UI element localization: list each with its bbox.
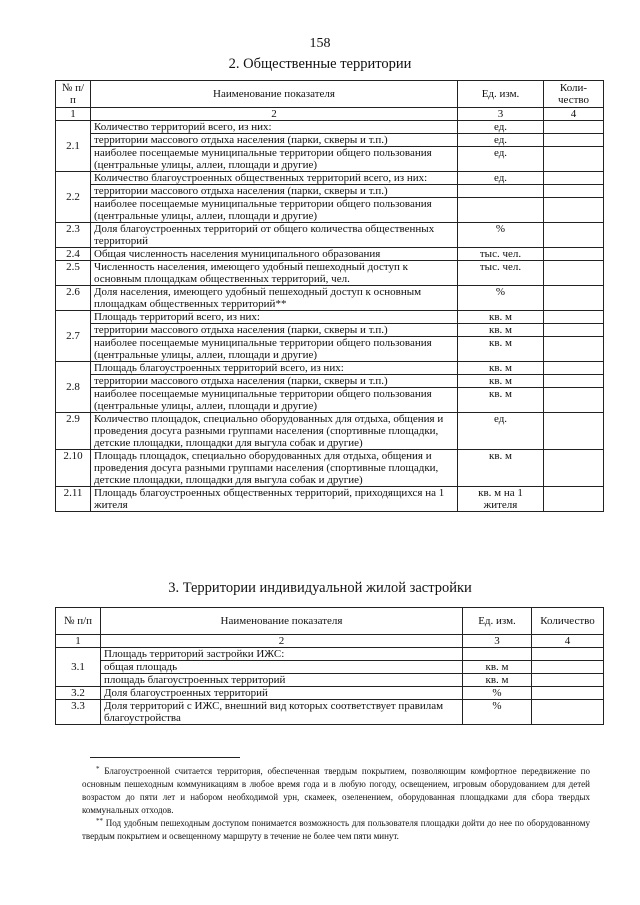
unit-cell: ед.: [458, 413, 544, 450]
indicator-name: Доля благоустроенных территорий от общего количества общественных территорий: [91, 223, 458, 248]
row-number: 2.2: [56, 172, 91, 223]
header-name: Наименование показателя: [101, 608, 463, 635]
section-3-title: 3. Территории индивидуальной жилой застройки: [168, 580, 472, 596]
table-row: [56, 147, 604, 172]
header-number: № п/п: [56, 608, 101, 635]
row-number: 3.1: [56, 648, 101, 687]
quantity-cell: [544, 172, 604, 185]
table-row: [56, 324, 604, 337]
footnote-separator: [90, 757, 240, 758]
table-row: [56, 337, 604, 362]
unit-cell: кв. м: [463, 661, 532, 674]
indicator-name: наиболее посещаемые муниципальные территории общего пользования (центральные улицы, аллеи, площади и другие): [91, 337, 458, 362]
header-name: Наименование показателя: [91, 81, 458, 108]
colnum-3: 3: [463, 635, 532, 648]
header-unit: Ед. изм.: [458, 81, 544, 108]
indicator-name: Площадь территорий застройки ИЖС:: [101, 648, 463, 661]
footnote-1-text: Благоустроенной считается территория, обеспеченная твердым покрытием, позволяющим комфортное передвижение по основным пешеходным коммуникациям в любое время года и в любую погоду, освещением, игровым оборудованием для детей возрастом до пяти лет и набором необходимой урн, скамеек, озеленением, оборудованная площадками для сбора твердых коммунальных отходов.: [82, 766, 590, 815]
colnum-2: 2: [101, 635, 463, 648]
indicator-name: Площадь благоустроенных общественных территорий, приходящихся на 1 жителя: [91, 487, 458, 512]
quantity-cell: [544, 413, 604, 450]
indicator-name: Общая численность населения муниципального образования: [91, 248, 458, 261]
unit-cell: [463, 648, 532, 661]
section-2-title: 2. Общественные территории: [228, 56, 412, 72]
colnum-3: 3: [458, 108, 544, 121]
unit-cell: тыс. чел.: [458, 261, 544, 286]
row-number: 3.3: [56, 700, 101, 725]
table-row: [56, 450, 604, 487]
indicator-name: Доля благоустроенных территорий: [101, 687, 463, 700]
quantity-cell: [544, 487, 604, 512]
footnote-2-text: Под удобным пешеходным доступом понимается возможность для пользователя площадки дойти до нее по оборудованному твердым покрытием и освещенному маршруту в течение не более чем пяти минут.: [82, 818, 590, 841]
table-row: [56, 661, 604, 674]
indicator-name: Площадь площадок, специально оборудованных для отдыха, общения и проведения досуга разными группами населения (спортивные площадки, детские площадки, площадки для выгула собак и другие): [91, 450, 458, 487]
table-row: [56, 172, 604, 185]
table-row: [56, 648, 604, 661]
quantity-cell: [544, 261, 604, 286]
unit-cell: кв. м: [458, 375, 544, 388]
unit-cell: %: [463, 687, 532, 700]
row-number: 3.2: [56, 687, 101, 700]
indicator-name: территории массового отдыха населения (парки, скверы и т.п.): [91, 324, 458, 337]
indicator-name: Доля населения, имеющего удобный пешеходный доступ к основным площадкам общественных территорий**: [91, 286, 458, 311]
row-number: 2.11: [56, 487, 91, 512]
ijs-territories-table: [55, 607, 604, 725]
unit-cell: кв. м: [463, 674, 532, 687]
unit-cell: %: [463, 700, 532, 725]
row-number: 2.6: [56, 286, 91, 311]
unit-cell: ед.: [458, 172, 544, 185]
table-row: [56, 134, 604, 147]
unit-cell: %: [458, 286, 544, 311]
quantity-cell: [532, 700, 604, 725]
page-number: 158: [309, 36, 331, 51]
unit-cell: %: [458, 223, 544, 248]
quantity-cell: [544, 223, 604, 248]
table-row: [56, 261, 604, 286]
row-number: 2.1: [56, 121, 91, 172]
footnote-1: [82, 765, 590, 817]
header-unit: Ед. изм.: [463, 608, 532, 635]
quantity-cell: [544, 286, 604, 311]
unit-cell: кв. м: [458, 337, 544, 362]
quantity-cell: [544, 311, 604, 324]
unit-cell: [458, 198, 544, 223]
table-row: [56, 185, 604, 198]
colnum-4: 4: [532, 635, 604, 648]
table-row: [56, 674, 604, 687]
header-number: № п/п: [56, 81, 91, 108]
indicator-name: территории массового отдыха населения (парки, скверы и т.п.): [91, 185, 458, 198]
indicator-name: наиболее посещаемые муниципальные территории общего пользования (центральные улицы, аллеи, площади и другие): [91, 388, 458, 413]
table-row: [56, 487, 604, 512]
row-number: 2.10: [56, 450, 91, 487]
quantity-cell: [544, 198, 604, 223]
quantity-cell: [544, 337, 604, 362]
indicator-name: Количество площадок, специально оборудованных для отдыха, общения и проведения досуга разными группами населения (спортивные площадки, детские площадки, площадки для выгула собак и другие): [91, 413, 458, 450]
unit-cell: кв. м: [458, 362, 544, 375]
quantity-cell: [532, 674, 604, 687]
footnote-2-mark: **: [96, 817, 103, 825]
indicator-name: территории массового отдыха населения (парки, скверы и т.п.): [91, 134, 458, 147]
table-row: [56, 286, 604, 311]
indicator-name: наиболее посещаемые муниципальные территории общего пользования (центральные улицы, аллеи, площади и другие): [91, 147, 458, 172]
indicator-name: Площадь благоустроенных территорий всего, из них:: [91, 362, 458, 375]
colnum-2: 2: [91, 108, 458, 121]
row-number: 2.8: [56, 362, 91, 413]
table-row: [56, 687, 604, 700]
unit-cell: ед.: [458, 147, 544, 172]
quantity-cell: [544, 375, 604, 388]
unit-cell: ед.: [458, 134, 544, 147]
colnum-1: 1: [56, 108, 91, 121]
row-number: 2.9: [56, 413, 91, 450]
table-row: [56, 375, 604, 388]
quantity-cell: [544, 134, 604, 147]
unit-cell: тыс. чел.: [458, 248, 544, 261]
unit-cell: кв. м: [458, 311, 544, 324]
table-row: [56, 311, 604, 324]
indicator-name: общая площадь: [101, 661, 463, 674]
table-row: [56, 248, 604, 261]
indicator-name: Количество территорий всего, из них:: [91, 121, 458, 134]
quantity-cell: [544, 248, 604, 261]
quantity-cell: [544, 147, 604, 172]
row-number: 2.3: [56, 223, 91, 248]
row-number: 2.7: [56, 311, 91, 362]
table-row: [56, 413, 604, 450]
indicator-name: наиболее посещаемые муниципальные территории общего пользования (центральные улицы, аллеи, площади и другие): [91, 198, 458, 223]
colnum-4: 4: [544, 108, 604, 121]
colnum-1: 1: [56, 635, 101, 648]
quantity-cell: [544, 388, 604, 413]
table-row: [56, 121, 604, 134]
unit-cell: кв. м: [458, 324, 544, 337]
indicator-name: Численность населения, имеющего удобный пешеходный доступ к основным площадкам общественных территорий, чел.: [91, 261, 458, 286]
table-row: [56, 362, 604, 375]
quantity-cell: [532, 661, 604, 674]
unit-cell: ед.: [458, 121, 544, 134]
quantity-cell: [544, 121, 604, 134]
table-row: [56, 198, 604, 223]
row-number: 2.4: [56, 248, 91, 261]
indicator-name: площадь благоустроенных территорий: [101, 674, 463, 687]
unit-cell: [458, 185, 544, 198]
quantity-cell: [544, 324, 604, 337]
indicator-name: Доля территорий с ИЖС, внешний вид которых соответствует правилам благоустройства: [101, 700, 463, 725]
unit-cell: кв. м: [458, 450, 544, 487]
quantity-cell: [532, 648, 604, 661]
footnote-1-mark: *: [96, 765, 100, 773]
quantity-cell: [532, 687, 604, 700]
table-row: [56, 700, 604, 725]
unit-cell: кв. м: [458, 388, 544, 413]
footnote-2: [82, 817, 590, 843]
unit-cell: кв. м на 1 жителя: [458, 487, 544, 512]
indicator-name: Площадь территорий всего, из них:: [91, 311, 458, 324]
header-quantity: Коли-чество: [544, 81, 604, 108]
indicator-name: Количество благоустроенных общественных территорий всего, из них:: [91, 172, 458, 185]
row-number: 2.5: [56, 261, 91, 286]
quantity-cell: [544, 185, 604, 198]
public-territories-table: [55, 80, 604, 512]
table-row: [56, 388, 604, 413]
table-row: [56, 223, 604, 248]
header-quantity: Количество: [532, 608, 604, 635]
quantity-cell: [544, 362, 604, 375]
quantity-cell: [544, 450, 604, 487]
indicator-name: территории массового отдыха населения (парки, скверы и т.п.): [91, 375, 458, 388]
